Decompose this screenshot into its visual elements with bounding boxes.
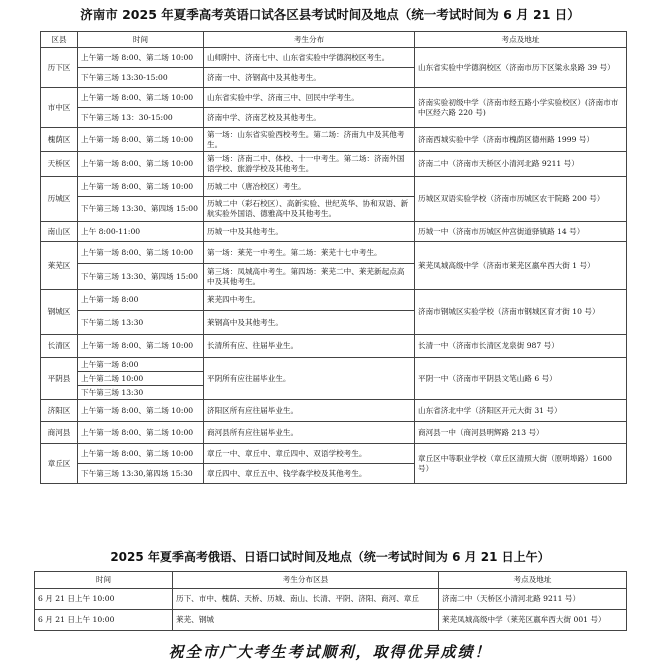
time-cell: 上午第一场 8:00、第二场 10:00 bbox=[78, 422, 204, 444]
time-line: 上午第二场 10:00 bbox=[78, 372, 203, 386]
venue-cell: 济南市钢城区实验学校（济南市钢城区育才街 10 号） bbox=[415, 290, 627, 335]
venue-cell: 章丘区中等职业学校（章丘区清照大街（原明埠路）1600 号） bbox=[415, 444, 627, 484]
students-cell: 商河县所有应往届毕业生。 bbox=[204, 422, 415, 444]
time-cell: 上午第一场 8:00、第二场 10:00 bbox=[78, 242, 204, 264]
header-venue: 考点及地址 bbox=[439, 572, 627, 589]
students-cell: 济南一中、济钢高中及其他考生。 bbox=[204, 68, 415, 88]
venue-cell: 济南二中（济南市天桥区小清河北路 9211 号） bbox=[415, 152, 627, 177]
time-cell: 下午第三场 13:30-15:00 bbox=[78, 68, 204, 88]
table-row bbox=[35, 610, 627, 631]
students-cell: 历城二中（唐冶校区）考生。 bbox=[204, 177, 415, 197]
students-cell: 第一场：山东省实验西校考生。第二场：济南九中及其他考生。 bbox=[204, 128, 415, 152]
table-row bbox=[41, 290, 627, 311]
table-row bbox=[41, 400, 627, 422]
venue-cell: 济南二中（天桥区小清河北路 9211 号） bbox=[439, 589, 627, 610]
students-cell: 历城一中及其他考生。 bbox=[204, 222, 415, 242]
district-cell: 历城区 bbox=[41, 177, 78, 222]
district-cell: 天桥区 bbox=[41, 152, 78, 177]
district-cell: 历下区 bbox=[41, 48, 78, 88]
table-row bbox=[41, 335, 627, 358]
venue-cell: 长清一中（济南市长清区龙泉街 987 号） bbox=[415, 335, 627, 358]
venue-cell: 济南实验初级中学（济南市经五路小学实验校区）(济南市市中区经六路 220 号) bbox=[415, 88, 627, 128]
students-cell: 第一场：莱芜一中考生。第二场：莱芜十七中考生。 bbox=[204, 242, 415, 264]
district-cell: 市中区 bbox=[41, 88, 78, 128]
venue-cell: 历城区双语实验学校（济南市历城区农干院路 200 号） bbox=[415, 177, 627, 222]
students-cell: 山东省实验中学、济南三中、回民中学考生。 bbox=[204, 88, 415, 108]
table-row bbox=[41, 128, 627, 152]
students-cell: 章丘一中、章丘中、章丘四中、双语学校考生。 bbox=[204, 444, 415, 464]
venue-cell: 莱芜凤城高级中学（济南市莱芜区嬴牟西大街 1 号） bbox=[415, 242, 627, 290]
district-cell: 莱芜区 bbox=[41, 242, 78, 290]
table-row bbox=[41, 177, 627, 197]
time-cell: 上午第一场 8:00 bbox=[78, 290, 204, 311]
districts-cell: 莱芜、钢城 bbox=[173, 610, 439, 631]
students-cell: 济阳区所有应往届毕业生。 bbox=[204, 400, 415, 422]
table-row bbox=[41, 422, 627, 444]
time-cell: 下午第三场 13：30-15:00 bbox=[78, 108, 204, 128]
students-cell: 莱钢高中及其他考生。 bbox=[204, 311, 415, 335]
venue-cell: 莱芜凤城高级中学（莱芜区嬴牟西大街 001 号） bbox=[439, 610, 627, 631]
closing-slogan: 祝全市广大考生考试顺利，取得优异成绩！ bbox=[168, 643, 492, 661]
students-cell: 济南中学、济南艺校及其他考生。 bbox=[204, 108, 415, 128]
district-cell: 章丘区 bbox=[41, 444, 78, 484]
time-cell: 上午第一场 8:00、第二场 10:00 bbox=[78, 335, 204, 358]
header-time: 时间 bbox=[78, 32, 204, 48]
table-row bbox=[41, 242, 627, 264]
students-cell: 莱芜四中考生。 bbox=[204, 290, 415, 311]
table-row bbox=[41, 48, 627, 68]
time-cell: 上午第一场 8:00、第二场 10:00 bbox=[78, 128, 204, 152]
time-line: 上午第一场 8:00 bbox=[78, 358, 203, 372]
time-cell: 上午第一场 8:00、第二场 10:00 bbox=[78, 152, 204, 177]
header-students: 考生分布 bbox=[204, 32, 415, 48]
time-cell: 下午第三场 13:30、第四场 15:00 bbox=[78, 197, 204, 222]
time-cell: 6 月 21 日上午 10:00 bbox=[35, 589, 173, 610]
students-cell: 章丘四中、章丘五中、钱学森学校及其他考生。 bbox=[204, 464, 415, 484]
students-cell: 历城二中（彩石校区）、高新实验、世纪英华、协和双语、新航实验外国语、德雅高中及其他考生。 bbox=[204, 197, 415, 222]
header-venue: 考点及地址 bbox=[415, 32, 627, 48]
district-cell: 槐荫区 bbox=[41, 128, 78, 152]
venue-cell: 济南西城实验中学（济南市槐荫区德州路 1999 号） bbox=[415, 128, 627, 152]
district-cell: 南山区 bbox=[41, 222, 78, 242]
venue-cell: 商河县一中（商河县明辉路 213 号） bbox=[415, 422, 627, 444]
students-cell: 第三场：凤城高中考生。第四场：莱芜二中、莱芜新起点高中及其他考生。 bbox=[204, 264, 415, 290]
time-cell: 上午第一场 8:00、第二场 10:00 bbox=[78, 400, 204, 422]
district-cell: 长清区 bbox=[41, 335, 78, 358]
time-line: 下午第三场 13:30 bbox=[81, 388, 144, 397]
russian-japanese-exam-title: 2025 年夏季高考俄语、日语口试时间及地点（统一考试时间为 6 月 21 日上午） bbox=[110, 550, 550, 564]
students-cell: 长清所有应、往届毕业生。 bbox=[204, 335, 415, 358]
time-cell: 上午第一场 8:00、第二场 10:00 bbox=[78, 88, 204, 108]
table-row bbox=[41, 444, 627, 464]
time-cell: 下午第三场 13:30,第四场 15:30 bbox=[78, 464, 204, 484]
time-cell: 上午 8:00-11:00 bbox=[78, 222, 204, 242]
time-cell bbox=[78, 358, 204, 400]
students-cell: 第一场：济南二中、体校、十一中考生。第二场：济南外国语学校、旅游学校及其他考生。 bbox=[204, 152, 415, 177]
english-exam-table bbox=[40, 31, 627, 484]
venue-cell: 山东省济北中学（济阳区开元大街 31 号） bbox=[415, 400, 627, 422]
english-exam-title: 济南市 2025 年夏季高考英语口试各区县考试时间及地点（统一考试时间为 6 月 21 日） bbox=[80, 7, 580, 22]
time-cell: 上午第一场 8:00、第二场 10:00 bbox=[78, 444, 204, 464]
district-cell: 济阳区 bbox=[41, 400, 78, 422]
header-time: 时间 bbox=[35, 572, 173, 589]
time-cell: 6 月 21 日上午 10:00 bbox=[35, 610, 173, 631]
district-cell: 平阴县 bbox=[41, 358, 78, 400]
venue-cell: 历城一中（济南市历城区仲宫街道驿镇路 14 号） bbox=[415, 222, 627, 242]
time-cell: 上午第一场 8:00、第二场 10:00 bbox=[78, 48, 204, 68]
districts-cell: 历下、市中、槐荫、天桥、历城、南山、长清、平阴、济阳、商河、章丘 bbox=[173, 589, 439, 610]
time-cell: 上午第一场 8:00、第二场 10:00 bbox=[78, 177, 204, 197]
table-row bbox=[41, 358, 627, 400]
table-row bbox=[41, 88, 627, 108]
district-cell: 钢城区 bbox=[41, 290, 78, 335]
students-cell: 平阴所有应往届毕业生。 bbox=[204, 358, 415, 400]
venue-cell: 平阴一中（济南市平阴县文笔山路 6 号） bbox=[415, 358, 627, 400]
students-cell: 山师附中、济南七中、山东省实验中学德润校区考生。 bbox=[204, 48, 415, 68]
time-cell: 下午第二场 13:30 bbox=[78, 311, 204, 335]
header-district: 区县 bbox=[41, 32, 78, 48]
table-row bbox=[41, 152, 627, 177]
table-row bbox=[41, 222, 627, 242]
header-districts: 考生分布区县 bbox=[173, 572, 439, 589]
russian-japanese-exam-table bbox=[34, 571, 627, 631]
district-cell: 商河县 bbox=[41, 422, 78, 444]
venue-cell: 山东省实验中学德润校区（济南市历下区粱永泉路 39 号） bbox=[415, 48, 627, 88]
time-cell: 下午第三场 13:30、第四场 15:00 bbox=[78, 264, 204, 290]
table-row bbox=[35, 589, 627, 610]
